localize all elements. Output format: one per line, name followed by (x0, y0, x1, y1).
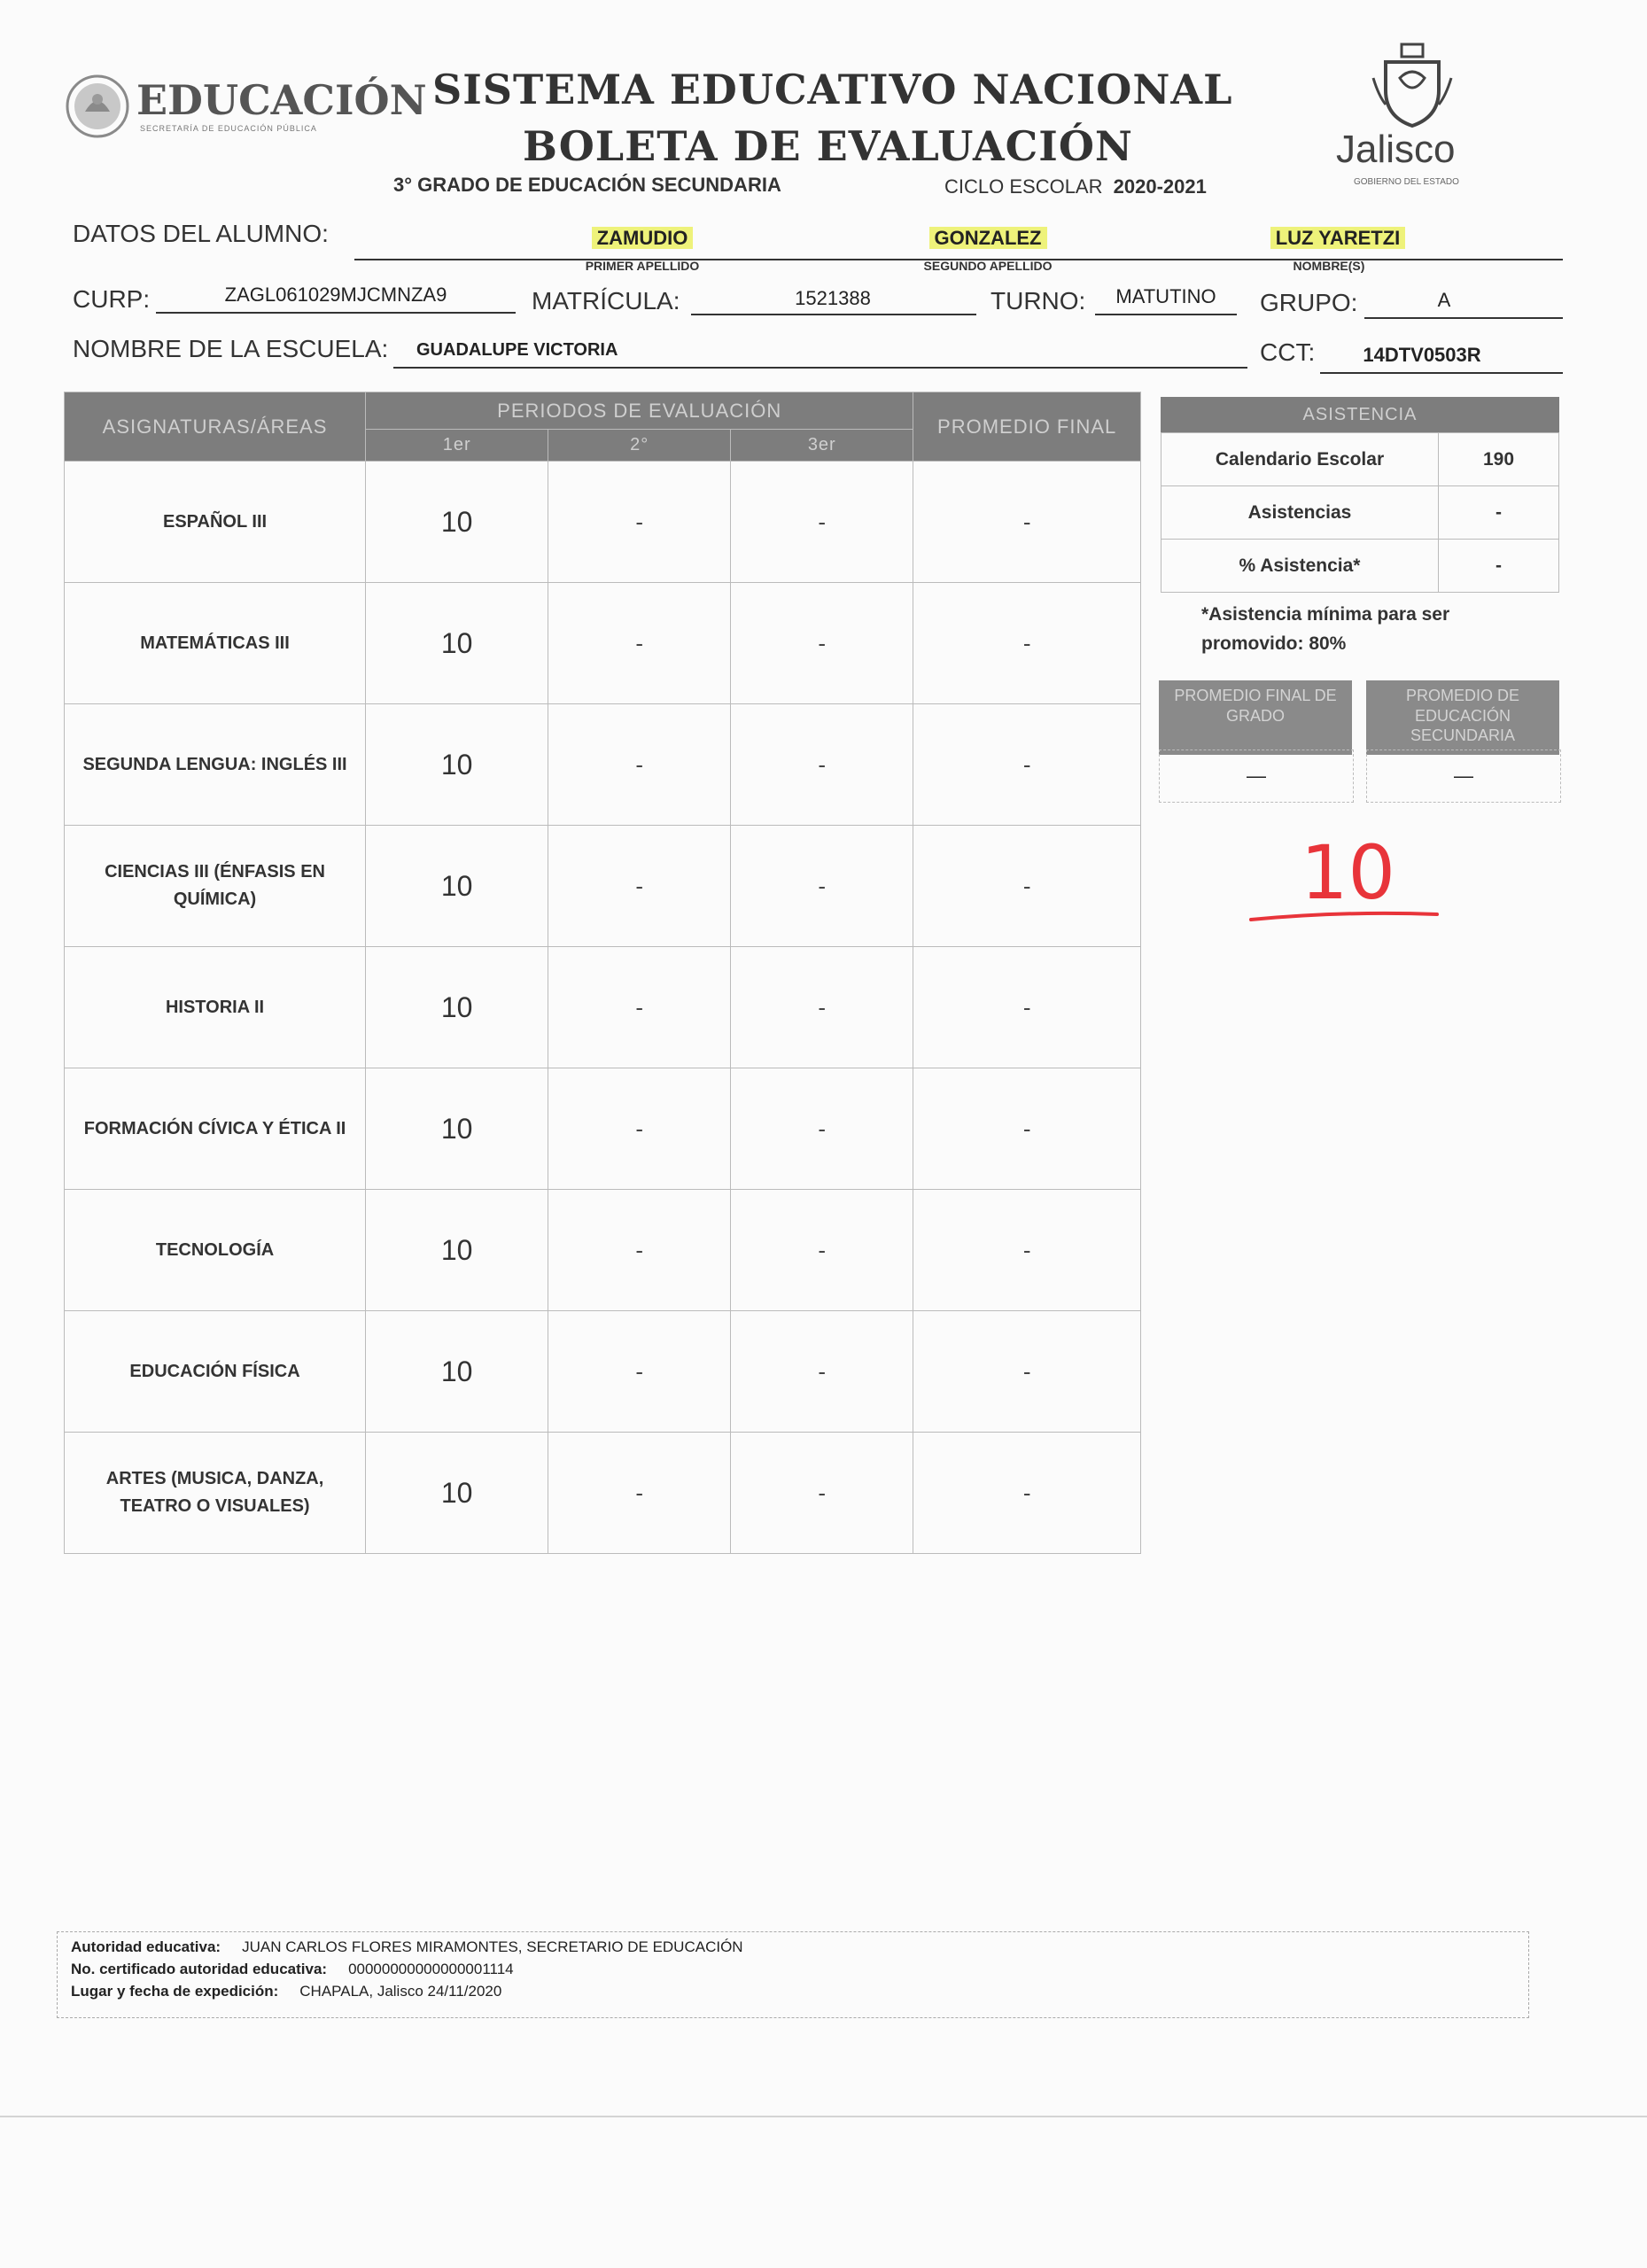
subject-row (65, 1190, 1141, 1311)
grade-average-box (1159, 750, 1354, 803)
certificate-value: 00000000000000001114 (348, 1961, 514, 1977)
period-3-grade: - (731, 826, 913, 947)
secondary-average-header: PROMEDIO DE EDUCACIÓN SECUNDARIA (1366, 680, 1559, 755)
place-date-label: Lugar y fecha de expedición: (71, 1983, 279, 2000)
matricula-value: 1521388 (795, 287, 871, 309)
subject-name: HISTORIA II (65, 947, 366, 1068)
attendance-row (1161, 540, 1559, 593)
final-average: - (913, 947, 1141, 1068)
final-average-column-header: PROMEDIO FINAL (913, 392, 1141, 462)
period-3-grade: - (731, 1433, 913, 1554)
matricula-line (691, 314, 976, 315)
student-names-value: LUZ YARETZI (1270, 227, 1406, 249)
authority-label: Autoridad educativa: (71, 1938, 221, 1955)
period-2-grade: - (548, 1068, 731, 1190)
final-average: - (913, 704, 1141, 826)
jalisco-logo-text: Jalisco (1336, 128, 1456, 171)
subject-name: EDUCACIÓN FÍSICA (65, 1311, 366, 1433)
attendance-row (1161, 486, 1559, 540)
period-2-grade: - (548, 583, 731, 704)
period-1-header: 1er (366, 430, 548, 462)
subject-row (65, 583, 1141, 704)
grades-header-row (65, 392, 1141, 430)
authority-value: JUAN CARLOS FLORES MIRAMONTES, SECRETARIO DE EDUCACIÓN (242, 1938, 743, 1955)
school-cycle-value: 2020-2021 (1113, 175, 1207, 198)
grupo-value: A (1437, 289, 1451, 311)
grade-average-header: PROMEDIO FINAL DE GRADO (1159, 680, 1352, 755)
period-1-grade: 10 (366, 1068, 548, 1190)
attendance-value: - (1439, 540, 1559, 593)
handwritten-underline-icon (1247, 907, 1442, 925)
period-2-grade: - (548, 1311, 731, 1433)
attendance-value: 190 (1439, 433, 1559, 486)
place-date-line (71, 1983, 501, 2000)
period-3-grade: - (731, 1190, 913, 1311)
turno-line (1095, 314, 1237, 315)
period-2-grade: - (548, 947, 731, 1068)
student-names-caption: NOMBRE(S) (1293, 259, 1365, 273)
handwritten-grade: 10 (1301, 829, 1395, 916)
period-3-header: 3er (731, 430, 913, 462)
final-average: - (913, 826, 1141, 947)
subject-row (65, 704, 1141, 826)
curp-label: CURP: (73, 285, 151, 313)
mexico-seal-icon (64, 73, 131, 140)
school-cycle (944, 175, 1207, 198)
secondary-average-value: — (1454, 765, 1473, 787)
curp-value: ZAGL061029MJCMNZA9 (224, 284, 447, 306)
period-2-grade: - (548, 462, 731, 583)
subject-name: FORMACIÓN CÍVICA Y ÉTICA II (65, 1068, 366, 1190)
period-3-grade: - (731, 704, 913, 826)
place-date-value: CHAPALA, Jalisco 24/11/2020 (299, 1983, 502, 2000)
subject-row (65, 462, 1141, 583)
period-3-grade: - (731, 1311, 913, 1433)
period-2-grade: - (548, 826, 731, 947)
cct-label: CCT: (1260, 338, 1316, 366)
attendance-note: *Asistencia mínima para ser promovido: 80% (1201, 604, 1450, 654)
jalisco-logo-subtitle: GOBIERNO DEL ESTADO (1354, 177, 1459, 187)
cct-value: 14DTV0503R (1363, 344, 1481, 366)
attendance-label: Calendario Escolar (1161, 433, 1439, 486)
second-surname-value: GONZALEZ (929, 227, 1047, 249)
period-1-grade: 10 (366, 583, 548, 704)
periods-column-header: PERIODOS DE EVALUACIÓN (366, 392, 913, 430)
attendance-label: % Asistencia* (1161, 540, 1439, 593)
period-1-grade: 10 (366, 1311, 548, 1433)
sep-logo (64, 69, 427, 149)
period-2-grade: - (548, 704, 731, 826)
sep-logo-text: EDUCACIÓN (136, 76, 427, 124)
matricula-label: MATRÍCULA: (532, 287, 680, 315)
attendance-value: - (1439, 486, 1559, 540)
period-3-grade: - (731, 1068, 913, 1190)
subject-name: SEGUNDA LENGUA: INGLÉS III (65, 704, 366, 826)
period-1-grade: 10 (366, 947, 548, 1068)
period-2-grade: - (548, 1433, 731, 1554)
certificate-label: No. certificado autoridad educativa: (71, 1961, 328, 1977)
attendance-label: Asistencias (1161, 486, 1439, 540)
school-line (393, 367, 1247, 369)
page-edge (0, 2116, 1647, 2117)
attendance-row (1161, 433, 1559, 486)
jalisco-logo (1329, 43, 1497, 193)
jalisco-coat-of-arms-icon (1368, 43, 1457, 131)
certificate-line (71, 1961, 514, 1978)
attendance-header: ASISTENCIA (1161, 397, 1559, 432)
attendance-table (1161, 432, 1559, 593)
subject-row (65, 947, 1141, 1068)
second-surname-caption: SEGUNDO APELLIDO (923, 259, 1053, 273)
period-1-grade: 10 (366, 1433, 548, 1554)
period-3-grade: - (731, 947, 913, 1068)
grupo-line (1364, 317, 1563, 319)
grade-level: 3° GRADO DE EDUCACIÓN SECUNDARIA (393, 174, 781, 196)
final-average: - (913, 1190, 1141, 1311)
turno-label: TURNO: (991, 287, 1086, 315)
first-surname-value: ZAMUDIO (592, 227, 694, 249)
period-1-grade: 10 (366, 1190, 548, 1311)
period-2-header: 2° (548, 430, 731, 462)
subject-name: CIENCIAS III (ÉNFASIS EN QUÍMICA) (65, 826, 366, 947)
subject-row (65, 1433, 1141, 1554)
subject-row (65, 1311, 1141, 1433)
curp-line (156, 312, 516, 314)
secondary-average-box (1366, 750, 1561, 803)
period-1-grade: 10 (366, 462, 548, 583)
subject-row (65, 1068, 1141, 1190)
second-surname (877, 227, 1099, 250)
student-data-label: DATOS DEL ALUMNO: (73, 220, 329, 247)
subject-row (65, 826, 1141, 947)
period-1-grade: 10 (366, 704, 548, 826)
subjects-column-header: ASIGNATURAS/ÁREAS (65, 392, 366, 462)
period-1-grade: 10 (366, 826, 548, 947)
subject-name: TECNOLOGÍA (65, 1190, 366, 1311)
final-average: - (913, 583, 1141, 704)
final-average: - (913, 1311, 1141, 1433)
school-value: GUADALUPE VICTORIA (416, 340, 618, 360)
period-2-grade: - (548, 1190, 731, 1311)
final-average: - (913, 462, 1141, 583)
grupo-label: GRUPO: (1260, 289, 1358, 316)
cct-line (1320, 372, 1563, 374)
subject-name: ARTES (MUSICA, DANZA, TEATRO O VISUALES) (65, 1433, 366, 1554)
final-average: - (913, 1068, 1141, 1190)
first-surname (532, 227, 753, 250)
student-names (1223, 227, 1453, 250)
sep-logo-subtitle: SECRETARÍA DE EDUCACIÓN PÚBLICA (140, 124, 317, 133)
final-average: - (913, 1433, 1141, 1554)
authority-line (71, 1938, 743, 1956)
period-3-grade: - (731, 583, 913, 704)
first-surname-caption: PRIMER APELLIDO (585, 259, 700, 273)
school-label: NOMBRE DE LA ESCUELA: (73, 335, 389, 362)
turno-value: MATUTINO (1115, 285, 1216, 307)
subject-name: ESPAÑOL III (65, 462, 366, 583)
subject-name: MATEMÁTICAS III (65, 583, 366, 704)
grades-table (64, 392, 1141, 1554)
period-3-grade: - (731, 462, 913, 583)
grade-average-value: — (1247, 765, 1266, 787)
page-subtitle: BOLETA DE EVALUACIÓN (523, 122, 1133, 170)
page-title: SISTEMA EDUCATIVO NACIONAL (432, 66, 1233, 113)
school-cycle-label: CICLO ESCOLAR (944, 175, 1103, 198)
